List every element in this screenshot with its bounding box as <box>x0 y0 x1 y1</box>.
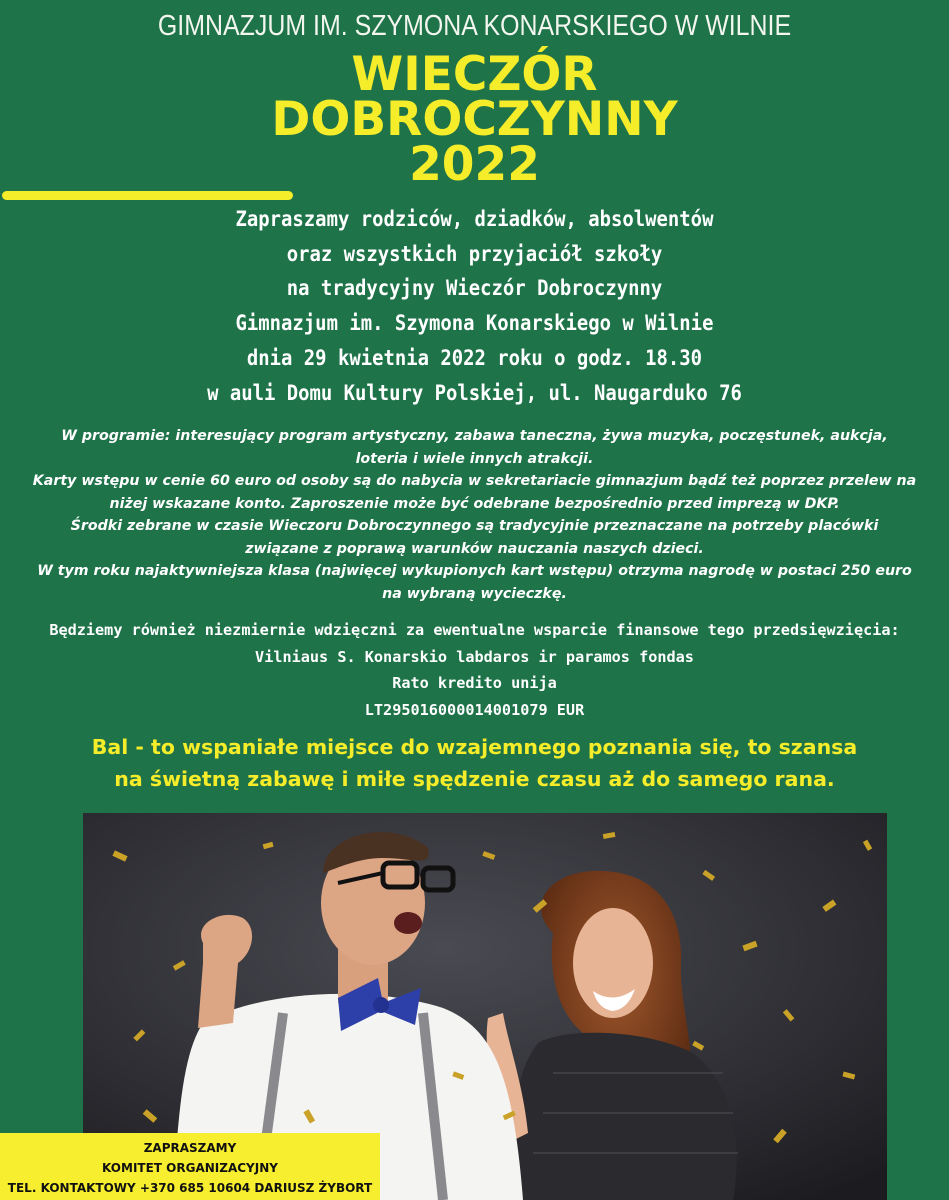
organizer-contact <box>0 1133 380 1200</box>
program-line: W programie: interesujący program artystyczny, zabawa taneczna, żywa muzyka, poczęstunek, aukcja, <box>61 428 888 444</box>
invitation-date-line: dnia 29 kwietnia 2022 roku o godz. 18.30 <box>246 345 703 370</box>
invitation-line: Zapraszamy rodziców, dziadków, absolwentów <box>235 207 714 231</box>
event-year: 2022 <box>409 137 540 192</box>
event-title-line-2: DOBROCZYNNY <box>271 92 678 147</box>
support-block <box>0 617 949 723</box>
invitation-line: Gimnazjum im. Szymona Konarskiego w Wilnie <box>235 311 714 336</box>
event-title-line-1: WIECZÓR <box>351 47 598 102</box>
program-line: związane z poprawą warunków nauczania naszych dzieci. <box>245 540 704 557</box>
slogan-line: na świetną zabawę i miłe spędzenie czasu aż do samego rana. <box>114 767 835 791</box>
program-line: Środki zebrane w czasie Wieczoru Dobroczynnego są tradycyjnie przeznaczane na potrzeby placówki <box>70 518 879 534</box>
support-appeal: Będziemy również niezmiernie wdzięczni za ewentualne wsparcie finansowe tego przedsięwzięcia: <box>49 621 900 639</box>
program-description <box>10 425 939 605</box>
program-line: niżej wskazane konto. Zaproszenie może być odebrane bezpośrednio przed imprezą w DKP. <box>109 495 840 512</box>
footer-line: KOMITET ORGANIZACYJNY <box>102 1161 278 1175</box>
footer-contact-phone: TEL. KONTAKTOWY +370 685 10604 DARIUSZ ŻYBORT <box>7 1181 373 1195</box>
slogan-line: Bal - to wspaniałe miejsce do wzajemnego poznania się, to szansa <box>91 735 858 759</box>
fund-name: Vilniaus S. Konarskio labdaros ir paramos fondas <box>255 647 694 666</box>
yellow-divider <box>2 191 293 200</box>
invitation-line: oraz wszystkich przyjaciół szkoły <box>286 241 663 266</box>
invitation-block <box>27 202 923 410</box>
program-line: loteria i wiele innych atrakcji. <box>355 450 594 467</box>
bank-name: Rato kredito unija <box>392 674 557 692</box>
program-line: Karty wstępu w cenie 60 euro od osoby są do nabycia w sekretariacie gimnazjum bądź też poprzez przelew na <box>32 473 917 489</box>
school-name: GIMNAZJUM IM. SZYMONA KONARSKIEGO W WILNIE <box>157 10 792 42</box>
program-line: W tym roku najaktywniejsza klasa (najwięcej wykupionych kart wstępu) otrzyma nagrodę w postaci 250 euro <box>37 563 912 579</box>
invitation-venue-line: w auli Domu Kultury Polskiej, ul. Naugarduko 76 <box>207 380 742 405</box>
slogan <box>0 731 949 795</box>
program-line: na wybraną wycieczkę. <box>382 585 567 602</box>
invitation-line: na tradycyjny Wieczór Dobroczynny <box>286 276 663 301</box>
bank-account: LT295016000014001079 EUR <box>364 700 585 719</box>
footer-line: ZAPRASZAMY <box>143 1141 237 1155</box>
